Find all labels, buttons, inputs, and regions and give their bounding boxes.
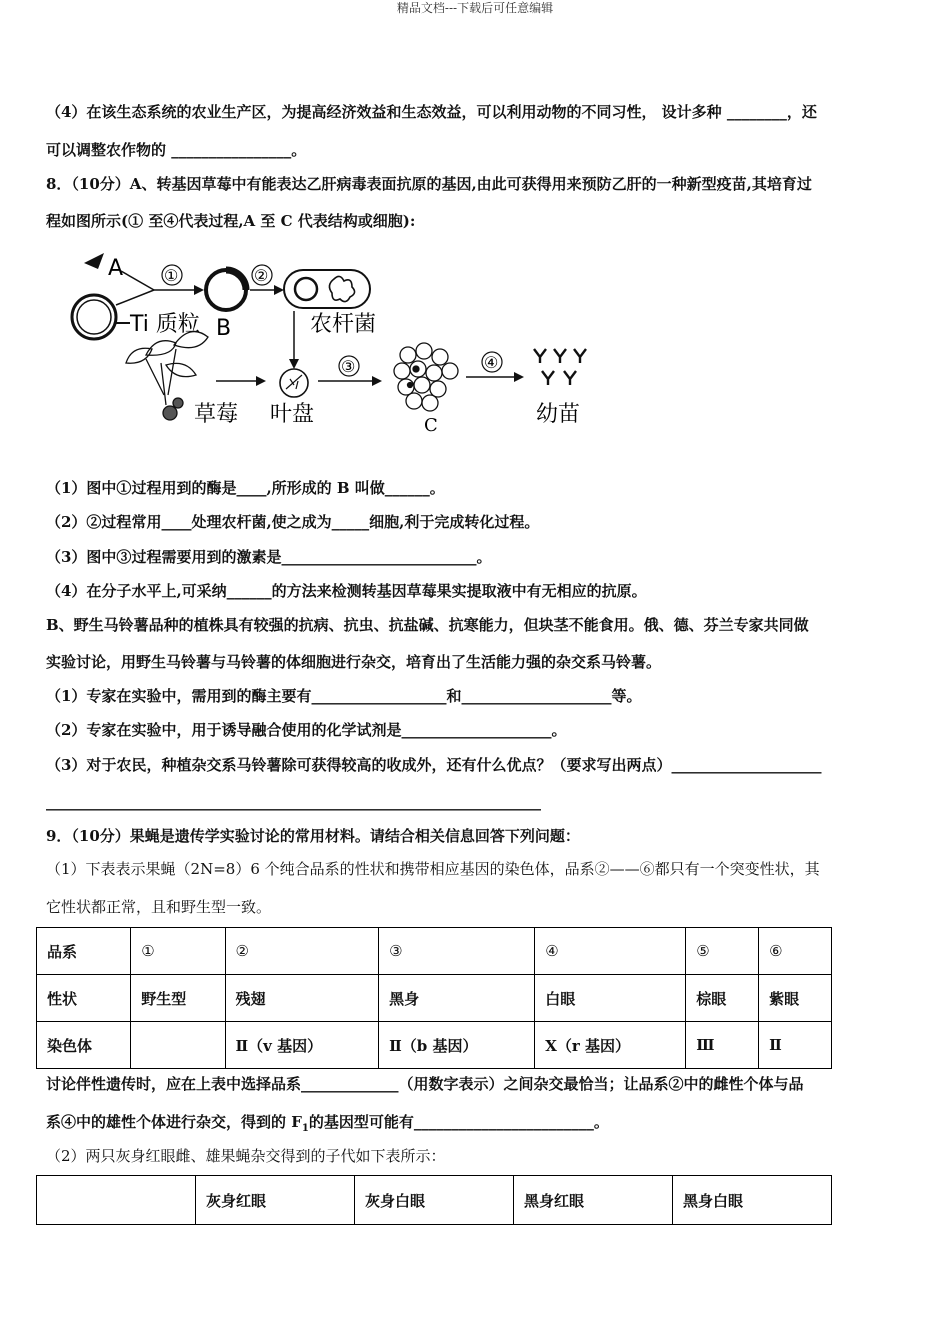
agrobacterium-icon [284,270,370,308]
table-cell: 野生型 [131,975,225,1022]
q8-b-intro-line1: B、野生马铃薯品种的植株具有较强的抗病、抗虫、抗盐碱、抗寒能力，但块茎不能食用。俄、德、芬兰专家共同做 [46,616,809,634]
table-cell: Ⅱ（b 基因） [379,1022,535,1069]
table-row [37,975,832,1022]
label-seedling: 幼苗 [536,402,581,427]
callus-cells-icon [394,343,458,411]
q7-part4-line2: 可以调整农作物的 ________________。 [46,141,307,159]
q9-intro: 9．（10分）果蝇是遗传学实验讨论的常用材料。请结合相关信息回答下列问题： [46,827,580,845]
table-cell: Ⅱ [759,1022,832,1069]
step1-label: ① [164,266,179,285]
q8-a1: （1）图中①过程用到的酶是____,所形成的 B 叫做______。 [46,479,445,497]
q8-b3-answer-line: __________________________________________________________________ [46,793,541,811]
table-cell: 黑身白眼 [673,1176,832,1225]
gene-a-fragment-icon [84,253,104,269]
table-cell: Ⅲ [686,1022,759,1069]
q8-b1: （1）专家在实验中，需用到的酶主要有__________________和____________________等。 [46,687,642,705]
offspring-table [36,1175,832,1225]
q8-a2: （2）②过程常用____处理农杆菌,使之成为_____细胞,利于完成转化过程。 [46,513,540,531]
ti-plasmid-icon [72,295,116,339]
q9-p3: （2）两只灰身红眼雌、雄果蝇杂交得到的子代如下表所示： [46,1147,446,1165]
label-c: C [424,415,438,436]
table-cell: 残翅 [225,975,379,1022]
table-cell [131,1022,225,1069]
table-row [37,928,832,975]
table-row [37,1176,832,1225]
table-cell: Ⅱ（v 基因） [225,1022,379,1069]
q8-intro-line1: 8．（10分）A、转基因草莓中有能表达乙肝病毒表面抗原的基因,由此可获得用来预防乙肝的一种新型疫苗,其培育过 [46,175,812,193]
q7-part4-line1: （4）在该生态系统的农业生产区，为提高经济效益和生态效益，可以利用动物的不同习性， 设计多种 ________，还 [46,103,817,121]
table-cell: 性状 [37,975,131,1022]
leaf-disc-icon [280,369,308,397]
page-header: 精品文档---下载后可任意编辑 [396,1,554,15]
q8-intro-line2: 程如图所示(① 至④代表过程,A 至 C 代表结构或细胞): [46,212,416,230]
q9-p2-text-b: 的基因型可能有________________________。 [308,1113,609,1131]
seedlings-icon [534,349,586,385]
table-row [37,1022,832,1069]
q9-p1-line2: 它性状都正常，且和野生型一致。 [46,898,272,916]
label-strawberry: 草莓 [194,402,239,427]
label-leaf-disc: 叶盘 [270,402,315,427]
q9-p2-subscript: 1 [301,1123,309,1134]
table-cell: 白眼 [535,975,686,1022]
label-a: A [108,256,124,281]
fruit-fly-strains-table [36,927,832,1069]
table-cell: 黑身红眼 [514,1176,673,1225]
table-cell: ③ [379,928,535,975]
step4-label: ④ [484,353,499,372]
step2-label: ② [254,266,269,285]
table-cell: 染色体 [37,1022,131,1069]
step3-label: ③ [341,357,356,376]
q8-b-intro-line2: 实验讨论，用野生马铃薯与马铃薯的体细胞进行杂交，培育出了生活能力强的杂交系马铃薯。 [46,653,662,671]
table-cell: 黑身 [379,975,535,1022]
strawberry-transformation-diagram [66,245,606,445]
table-cell: 品系 [37,928,131,975]
table-cell: X（r 基因） [535,1022,686,1069]
table-cell: 棕眼 [686,975,759,1022]
table-cell [37,1176,196,1225]
table-cell: ④ [535,928,686,975]
q9-p2-line2 [46,1111,906,1140]
label-ti-plasmid: Ti 质粒 [130,312,200,337]
label-b: B [216,316,232,341]
q9-p2-line1: 讨论伴性遗传时，应在上表中选择品系_____________（用数字表示）之间杂交最恰当；让品系②中的雌性个体与品 [46,1075,804,1093]
q8-b2: （2）专家在实验中，用于诱导融合使用的化学试剂是____________________。 [46,721,567,739]
table-cell: ⑤ [686,928,759,975]
label-agrobacterium: 农杆菌 [310,312,377,337]
q9-p1-line1: （1）下表表示果蝇（2N=8）6 个纯合品系的性状和携带相应基因的染色体，品系②——⑥都只有一个突变性状，其 [46,860,820,878]
q8-b3: （3）对于农民，种植杂交系马铃薯除可获得较高的收成外，还有什么优点？（要求写出两点）____________________ [46,756,822,774]
table-cell: 紫眼 [759,975,832,1022]
table-cell: ⑥ [759,928,832,975]
table-cell: 灰身红眼 [196,1176,355,1225]
table-cell: 灰身白眼 [355,1176,514,1225]
q8-a4: （4）在分子水平上,可采纳______的方法来检测转基因草莓果实提取液中有无相应的抗原。 [46,582,647,600]
q9-p2-text-a: 系④中的雄性个体进行杂交，得到的 F [46,1113,302,1131]
table-cell: ① [131,928,225,975]
table-cell: ② [225,928,379,975]
q8-a3: （3）图中③过程需要用到的激素是__________________________。 [46,548,492,566]
